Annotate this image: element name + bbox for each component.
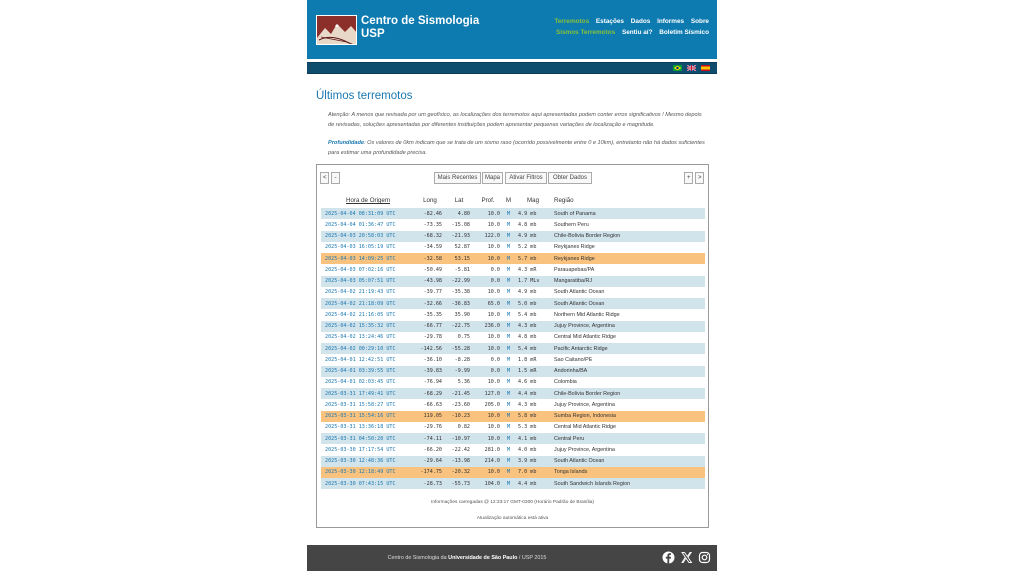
cell-region: Jujuy Province, Argentina	[554, 401, 615, 408]
nav-sentiu-ai[interactable]: Sentiu aí?	[621, 29, 653, 36]
cell-depth: 10.0	[487, 435, 500, 442]
loaded-info: Informações carregadas @ 12:33:17 GMT-0300 (Horário Padrão de Brasília)	[431, 500, 594, 505]
cell-depth: 10.0	[487, 221, 500, 228]
cell-time[interactable]: 2025-03-30 07:43:15 UTC	[325, 480, 396, 487]
cell-time[interactable]: 2025-04-02 13:24:46 UTC	[325, 334, 396, 341]
cell-long: -34.59	[423, 244, 442, 251]
facebook-icon[interactable]	[662, 551, 675, 564]
cell-region: Chile-Bolivia Border Region	[554, 233, 621, 240]
cell-mag: 4.3 mR	[518, 266, 537, 273]
cell-m: M	[506, 413, 511, 420]
cell-region: Colombia	[554, 379, 577, 386]
table-row[interactable]	[321, 231, 705, 242]
table-row[interactable]	[321, 309, 705, 320]
cell-long: -73.35	[423, 221, 442, 228]
cell-lat: -21.45	[451, 390, 470, 397]
cell-long: -35.35	[423, 311, 442, 318]
cell-m: M	[506, 356, 511, 363]
cell-mag: 4.3 mb	[518, 401, 537, 408]
footer-org[interactable]: Universidade de São Paulo	[448, 555, 518, 561]
cell-depth: 10.0	[487, 244, 500, 251]
cell-depth: 205.0	[484, 401, 500, 408]
cell-depth: 0.0	[490, 356, 500, 363]
cell-lat: -10.97	[451, 435, 470, 442]
table-row[interactable]	[321, 411, 705, 422]
cell-region: Reykjanes Ridge	[554, 244, 595, 251]
cell-mag: 5.4 mb	[518, 311, 537, 318]
cell-mag: 4.3 mb	[518, 323, 537, 330]
depth-note-text: : Os valores de 0km indicam que se trata de um sismo raso (ocorrido possivelmente entre 0 e 10km), entretanto não há dados suficientes para estimar uma profundidade precisa.	[328, 140, 705, 156]
cell-lat: -8.28	[454, 356, 470, 363]
earthquake-table	[321, 193, 705, 489]
nav-boletim[interactable]: Boletim Sísmico	[659, 29, 709, 36]
cell-lat: -23.60	[451, 401, 470, 408]
cell-m: M	[506, 300, 511, 307]
table-row[interactable]	[321, 242, 705, 253]
cell-m: M	[506, 469, 511, 476]
cell-m: M	[506, 323, 511, 330]
cell-depth: 10.0	[487, 469, 500, 476]
cell-long: -36.10	[423, 356, 442, 363]
cell-long: 119.05	[423, 413, 442, 420]
cell-region: Pacific Antarctic Ridge	[554, 345, 608, 352]
cell-region: Tonga Islands	[554, 469, 588, 476]
cell-depth: 10.0	[487, 345, 500, 352]
cell-region: Northern Mid Atlantic Ridge	[554, 311, 620, 318]
cell-mag: 5.2 mb	[518, 244, 537, 251]
cell-mag: 5.4 mb	[518, 345, 537, 352]
cell-m: M	[506, 368, 511, 375]
cell-depth: 10.0	[487, 379, 500, 386]
cell-long: -29.76	[423, 424, 442, 431]
header-long: Long	[423, 197, 437, 204]
cell-m: M	[506, 446, 511, 453]
cell-time[interactable]: 2025-04-03 05:07:51 UTC	[325, 278, 396, 285]
cell-region: Central Mid Atlantic Ridge	[554, 334, 617, 341]
cell-lat: 4.80	[457, 210, 470, 217]
cell-depth: 10.0	[487, 311, 500, 318]
cell-m: M	[506, 244, 511, 251]
cell-long: -50.49	[423, 266, 442, 273]
cell-time[interactable]: 2025-04-01 12:42:51 UTC	[325, 356, 396, 363]
cell-long: -32.66	[423, 300, 442, 307]
cell-long: -29.78	[423, 334, 442, 341]
cell-mag: 4.8 mb	[518, 334, 537, 341]
cell-depth: 281.0	[484, 446, 500, 453]
cell-time[interactable]: 2025-04-04 01:36:47 UTC	[325, 221, 396, 228]
site-footer	[307, 545, 717, 571]
table-row[interactable]	[321, 208, 705, 219]
footer-text	[307, 555, 627, 561]
warning-text: Atenção: A menos que revisada por um geofísico, as localizações dos terremotos aqui apresentadas podem conter erros significativos ! Mesmo depois de revisadas, soluções apresentadas por diferentes instituições podem apresentar pequenas variações de localização e magnitude.	[328, 112, 702, 128]
cell-depth: 0.0	[490, 368, 500, 375]
cell-depth: 10.0	[487, 413, 500, 420]
cell-lat: -20.32	[451, 469, 470, 476]
cell-region: South of Panama	[554, 210, 596, 217]
main-nav	[549, 16, 709, 38]
cell-depth: 10.0	[487, 289, 500, 296]
cell-long: -66.63	[423, 401, 442, 408]
cell-region: Central Mid Atlantic Ridge	[554, 424, 617, 431]
page-title: Últimos terremotos	[316, 90, 413, 102]
cell-time[interactable]: 2025-04-01 02:03:45 UTC	[325, 379, 396, 386]
cell-region: Andorinha/BA	[554, 368, 588, 375]
cell-lat: -10.23	[451, 413, 470, 420]
cell-mag: 4.8 mb	[518, 221, 537, 228]
cell-region: Jujuy Province, Argentina	[554, 323, 615, 330]
cell-m: M	[506, 401, 511, 408]
cell-long: -29.64	[423, 458, 442, 465]
cell-region: Central Peru	[554, 435, 585, 442]
cell-mag: 5.8 mb	[518, 413, 537, 420]
cell-m: M	[506, 278, 511, 285]
cell-long: -74.11	[423, 435, 442, 442]
cell-long: -82.46	[423, 210, 442, 217]
recent-button[interactable]: Mais Recentes	[434, 172, 481, 184]
cell-time[interactable]: 2025-04-02 15:35:32 UTC	[325, 323, 396, 330]
table-row[interactable]	[321, 298, 705, 309]
uk-flag-icon[interactable]	[687, 65, 696, 71]
table-row[interactable]	[321, 478, 705, 489]
cell-lat: -55.28	[451, 345, 470, 352]
cell-m: M	[506, 458, 511, 465]
cell-mag: 1.7 MLv	[518, 278, 540, 285]
cell-region: Southern Peru	[554, 221, 589, 228]
cell-time[interactable]: 2025-04-04 08:31:09 UTC	[325, 210, 396, 217]
table-row[interactable]	[321, 287, 705, 298]
table-row[interactable]	[321, 433, 705, 444]
spain-flag-icon[interactable]	[701, 65, 710, 71]
cell-m: M	[506, 266, 511, 273]
cell-region: Sao Caitano/PE	[554, 356, 593, 363]
cell-time[interactable]: 2025-04-03 07:02:16 UTC	[325, 266, 396, 273]
cell-time[interactable]: 2025-03-31 04:50:20 UTC	[325, 435, 396, 442]
logo-mountain-icon[interactable]	[316, 15, 357, 45]
next-page-button[interactable]: +	[684, 172, 693, 184]
cell-depth: 214.0	[484, 458, 500, 465]
header-m: M	[505, 197, 512, 204]
cell-time[interactable]: 2025-03-30 12:48:36 UTC	[325, 458, 396, 465]
site-header	[307, 0, 717, 59]
table-row[interactable]	[321, 321, 705, 332]
first-page-button[interactable]: <	[320, 172, 329, 184]
cell-time[interactable]: 2025-03-31 15:54:16 UTC	[325, 413, 396, 420]
table-header-row	[321, 193, 705, 208]
nav-estacoes[interactable]: Estações	[595, 18, 624, 25]
header-time[interactable]: Hora de Origem	[345, 197, 391, 204]
cell-long: -43.98	[423, 278, 442, 285]
cell-mag: 4.9 mb	[518, 210, 537, 217]
cell-time[interactable]: 2025-03-30 17:17:54 UTC	[325, 446, 396, 453]
cell-lat: -36.83	[451, 300, 470, 307]
cell-long: -39.77	[423, 289, 442, 296]
table-row[interactable]	[321, 444, 705, 455]
cell-lat: 0.75	[457, 334, 470, 341]
cell-depth: 236.0	[484, 323, 500, 330]
cell-time[interactable]: 2025-03-30 12:18:49 UTC	[325, 469, 396, 476]
cell-m: M	[506, 480, 511, 487]
prev-page-button[interactable]: -	[331, 172, 340, 184]
cell-region: South Atlantic Ocean	[554, 458, 605, 465]
cell-m: M	[506, 435, 511, 442]
cell-m: M	[506, 390, 511, 397]
autoupdate-info: Atualização automática está ativa	[476, 516, 549, 521]
site-title[interactable]: Centro de Sismologia USP	[361, 15, 480, 40]
cell-time[interactable]: 2025-04-02 21:18:09 UTC	[325, 300, 396, 307]
earthquake-panel	[316, 164, 709, 528]
cell-depth: 104.0	[484, 480, 500, 487]
table-row[interactable]	[321, 399, 705, 410]
cell-m: M	[506, 424, 511, 431]
cell-depth: 122.0	[484, 233, 500, 240]
cell-long: -66.77	[423, 323, 442, 330]
cell-lat: 35.90	[454, 311, 470, 318]
last-page-button[interactable]: >	[695, 172, 704, 184]
cell-lat: 5.36	[457, 379, 470, 386]
cell-long: -39.83	[423, 368, 442, 375]
cell-mag: 5.7 mb	[518, 255, 537, 262]
cell-depth: 127.0	[484, 390, 500, 397]
table-row[interactable]	[321, 343, 705, 354]
cell-lat: -35.38	[451, 289, 470, 296]
nav-sobre[interactable]: Sobre	[690, 18, 709, 25]
cell-depth: 65.0	[487, 300, 500, 307]
cell-time[interactable]: 2025-04-02 00:29:10 UTC	[325, 345, 396, 352]
cell-m: M	[506, 221, 511, 228]
table-row[interactable]	[321, 467, 705, 478]
cell-region: Mangaratiba/RJ	[554, 278, 593, 285]
cell-m: M	[506, 255, 511, 262]
cell-mag: 4.9 mb	[518, 289, 537, 296]
cell-long: -174.75	[420, 469, 442, 476]
cell-region: Chile-Bolivia Border Region	[554, 390, 621, 397]
table-row[interactable]	[321, 377, 705, 388]
table-row[interactable]	[321, 422, 705, 433]
cell-depth: 10.0	[487, 255, 500, 262]
cell-mag: 4.4 mb	[518, 390, 537, 397]
cell-lat: -21.93	[451, 233, 470, 240]
cell-mag: 1.5 mR	[518, 368, 537, 375]
cell-region: Sumba Region, Indonesia	[554, 413, 617, 420]
nav-informes[interactable]: Informes	[657, 18, 685, 25]
cell-long: -142.56	[420, 345, 442, 352]
cell-m: M	[506, 345, 511, 352]
map-button[interactable]: Mapa	[482, 172, 503, 184]
cell-lat: 0.82	[457, 424, 470, 431]
table-row[interactable]	[321, 253, 705, 264]
table-row[interactable]	[321, 366, 705, 377]
cell-lat: -15.08	[451, 221, 470, 228]
get-data-button[interactable]: Obter Dados	[548, 172, 592, 184]
cell-time[interactable]: 2025-03-31 13:36:18 UTC	[325, 424, 396, 431]
cell-mag: 4.4 mb	[518, 480, 537, 487]
table-row[interactable]	[321, 456, 705, 467]
header-mag: Mag	[526, 197, 540, 204]
cell-mag: 1.8 mR	[518, 356, 537, 363]
cell-depth: 0.0	[490, 266, 500, 273]
cell-time[interactable]: 2025-04-03 20:58:03 UTC	[325, 233, 396, 240]
table-row[interactable]	[321, 276, 705, 287]
cell-time[interactable]: 2025-04-03 16:05:19 UTC	[325, 244, 396, 251]
cell-long: -76.94	[423, 379, 442, 386]
nav-dados[interactable]: Dados	[630, 18, 651, 25]
cell-mag: 5.0 mb	[518, 300, 537, 307]
cell-m: M	[506, 233, 511, 240]
cell-region: South Atlantic Ocean	[554, 300, 605, 307]
cell-lat: 52.87	[454, 244, 470, 251]
footer-suffix: / USP 2015	[517, 555, 547, 561]
cell-depth: 10.0	[487, 334, 500, 341]
cell-depth: 0.0	[490, 278, 500, 285]
cell-m: M	[506, 379, 511, 386]
cell-mag: 5.3 mb	[518, 424, 537, 431]
cell-lat: 53.15	[454, 255, 470, 262]
filters-button[interactable]: Ativar Filtros	[505, 172, 547, 184]
cell-time[interactable]: 2025-03-31 17:49:41 UTC	[325, 390, 396, 397]
cell-time[interactable]: 2025-04-02 21:19:43 UTC	[325, 289, 396, 296]
cell-mag: 3.9 mb	[518, 458, 537, 465]
cell-m: M	[506, 210, 511, 217]
cell-long: -68.29	[423, 390, 442, 397]
depth-label: Profundidade	[328, 140, 365, 146]
header-depth: Prof.	[481, 197, 495, 204]
cell-depth: 10.0	[487, 424, 500, 431]
cell-long: -32.58	[423, 255, 442, 262]
brazil-flag-icon[interactable]	[673, 65, 682, 71]
header-region: Região	[554, 197, 574, 204]
cell-lat: -22.99	[451, 278, 470, 285]
cell-long: -68.32	[423, 233, 442, 240]
nav-terremotos[interactable]: Terremotos	[554, 18, 590, 25]
cell-time[interactable]: 2025-03-31 15:58:27 UTC	[325, 401, 396, 408]
cell-time[interactable]: 2025-04-01 03:39:55 UTC	[325, 368, 396, 375]
depth-note	[328, 139, 708, 158]
cell-region: South Sandwich Islands Region	[554, 480, 631, 487]
cell-m: M	[506, 289, 511, 296]
cell-m: M	[506, 311, 511, 318]
table-row[interactable]	[321, 354, 705, 365]
table-row[interactable]	[321, 332, 705, 343]
cell-region: Reykjanes Ridge	[554, 255, 595, 262]
cell-lat: -9.99	[454, 368, 470, 375]
cell-time[interactable]: 2025-04-02 21:16:05 UTC	[325, 311, 396, 318]
x-icon[interactable]	[680, 551, 693, 564]
cell-long: -28.73	[423, 480, 442, 487]
instagram-icon[interactable]	[698, 551, 711, 564]
language-bar	[307, 62, 717, 74]
table-row[interactable]	[321, 264, 705, 275]
table-row[interactable]	[321, 388, 705, 399]
cell-mag: 4.6 mb	[518, 379, 537, 386]
footer-prefix: Centro de Sismologia da	[387, 555, 449, 561]
cell-region: Jujuy Province, Argentina	[554, 446, 615, 453]
cell-lat: -55.73	[451, 480, 470, 487]
table-row[interactable]	[321, 219, 705, 230]
cell-region: Parauapebas/PA	[554, 266, 595, 273]
cell-mag: 4.9 mb	[518, 233, 537, 240]
nav-sismos-terremotos[interactable]: Sismos Terremotos	[555, 29, 616, 36]
table-body	[321, 208, 705, 489]
cell-long: -66.20	[423, 446, 442, 453]
cell-region: South Atlantic Ocean	[554, 289, 605, 296]
cell-mag: 4.1 mb	[518, 435, 537, 442]
cell-lat: -22.42	[451, 446, 470, 453]
cell-lat: -22.75	[451, 323, 470, 330]
cell-time[interactable]: 2025-04-03 14:09:25 UTC	[325, 255, 396, 262]
cell-lat: -13.98	[451, 458, 470, 465]
header-lat: Lat	[454, 197, 464, 204]
cell-mag: 7.0 mb	[518, 469, 537, 476]
cell-depth: 10.0	[487, 210, 500, 217]
cell-m: M	[506, 334, 511, 341]
cell-mag: 4.0 mb	[518, 446, 537, 453]
cell-lat: -5.81	[454, 266, 470, 273]
